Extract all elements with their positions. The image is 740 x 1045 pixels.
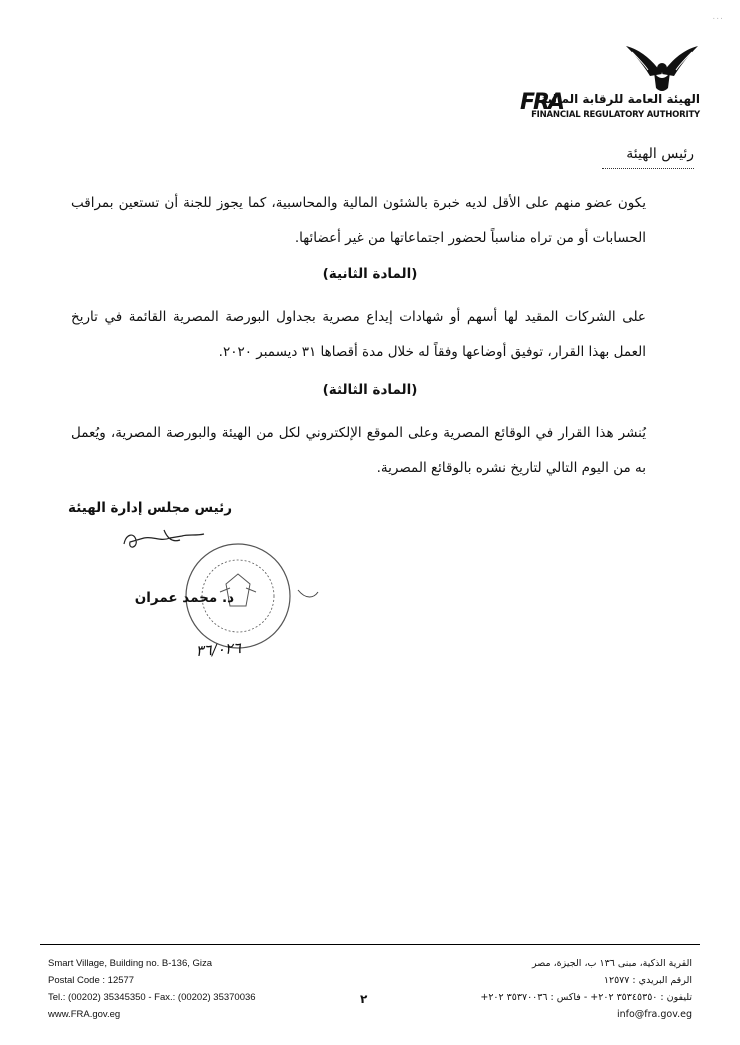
authority-name-ar: الهيئة العامة للرقابة المالية xyxy=(540,92,700,106)
article-2-heading: (المادة الثانية) xyxy=(322,266,418,282)
article-3-heading: (المادة الثالثة) xyxy=(322,382,418,398)
footer-address-en: Smart Village, Building no. B-136, Giza xyxy=(48,958,213,969)
fra-logo xyxy=(520,44,700,128)
footer-postal-en: Postal Code : 12577 xyxy=(48,975,135,986)
page-number: ٢ xyxy=(360,992,368,1006)
eagle-emblem-icon xyxy=(624,44,700,94)
footer-email-link[interactable]: info@fra.gov.eg xyxy=(616,1009,692,1020)
signatory-name: د. محمد عمران xyxy=(134,590,234,606)
office-title: رئيس الهيئة xyxy=(626,146,694,162)
footer-address-ar: القرية الذكية، مبنى ١٣٦ ب، الجيزة، مصر xyxy=(532,958,692,969)
footer-contact-ar xyxy=(480,955,692,1023)
paragraph-1: يكون عضو منهم على الأقل لديه خبرة بالشئون المالية والمحاسبية، كما يجوز للجنة أن تستعين بمراقب الحسابات أو من تراه مناسباً لحضور اجتماعاتها من غير أعضائها. xyxy=(71,195,646,246)
paragraph-2: على الشركات المقيد لها أسهم أو شهادات إيداع مصرية بجداول البورصة المصرية القائمة في تاريخ العمل بهذا القرار، توفيق أوضاعها وفقاً له خلال مدة أقصاها ٣١ ديسمبر ٢٠٢٠. xyxy=(71,309,646,360)
footer-contact-en xyxy=(48,955,256,1023)
paragraph-3: يُنشر هذا القرار في الوقائع المصرية وعلى الموقع الإلكتروني لكل من الهيئة والبورصة المصرية، ويُعمل به من اليوم التالي لتاريخ نشره بالوقائع المصرية. xyxy=(71,425,646,476)
footer-phone-en: Tel.: (00202) 35345350 - Fax.: (00202) 35370036 xyxy=(48,992,256,1003)
fra-wordmark: FRA xyxy=(520,90,563,115)
office-title-underline xyxy=(602,168,694,169)
handwritten-reference-number: ٣٦/٠٢٦ xyxy=(195,638,242,661)
footer-phone-ar: تليفون : ٣٥٣٤٥٣٥٠ ٢٠٢+ - فاكس : ٣٥٣٧٠٠٣٦ ٢٠٢+ xyxy=(480,992,692,1003)
authority-name-en: FINANCIAL REGULATORY AUTHORITY xyxy=(531,110,700,120)
footer-postal-ar: الرقم البريدي : ١٢٥٧٧ xyxy=(603,975,692,986)
footer-divider xyxy=(40,944,700,945)
scan-mark: ... xyxy=(712,12,724,22)
footer-website-link[interactable]: www.FRA.gov.eg xyxy=(48,1009,121,1020)
signature-title: رئيس مجلس إدارة الهيئة xyxy=(68,500,232,516)
